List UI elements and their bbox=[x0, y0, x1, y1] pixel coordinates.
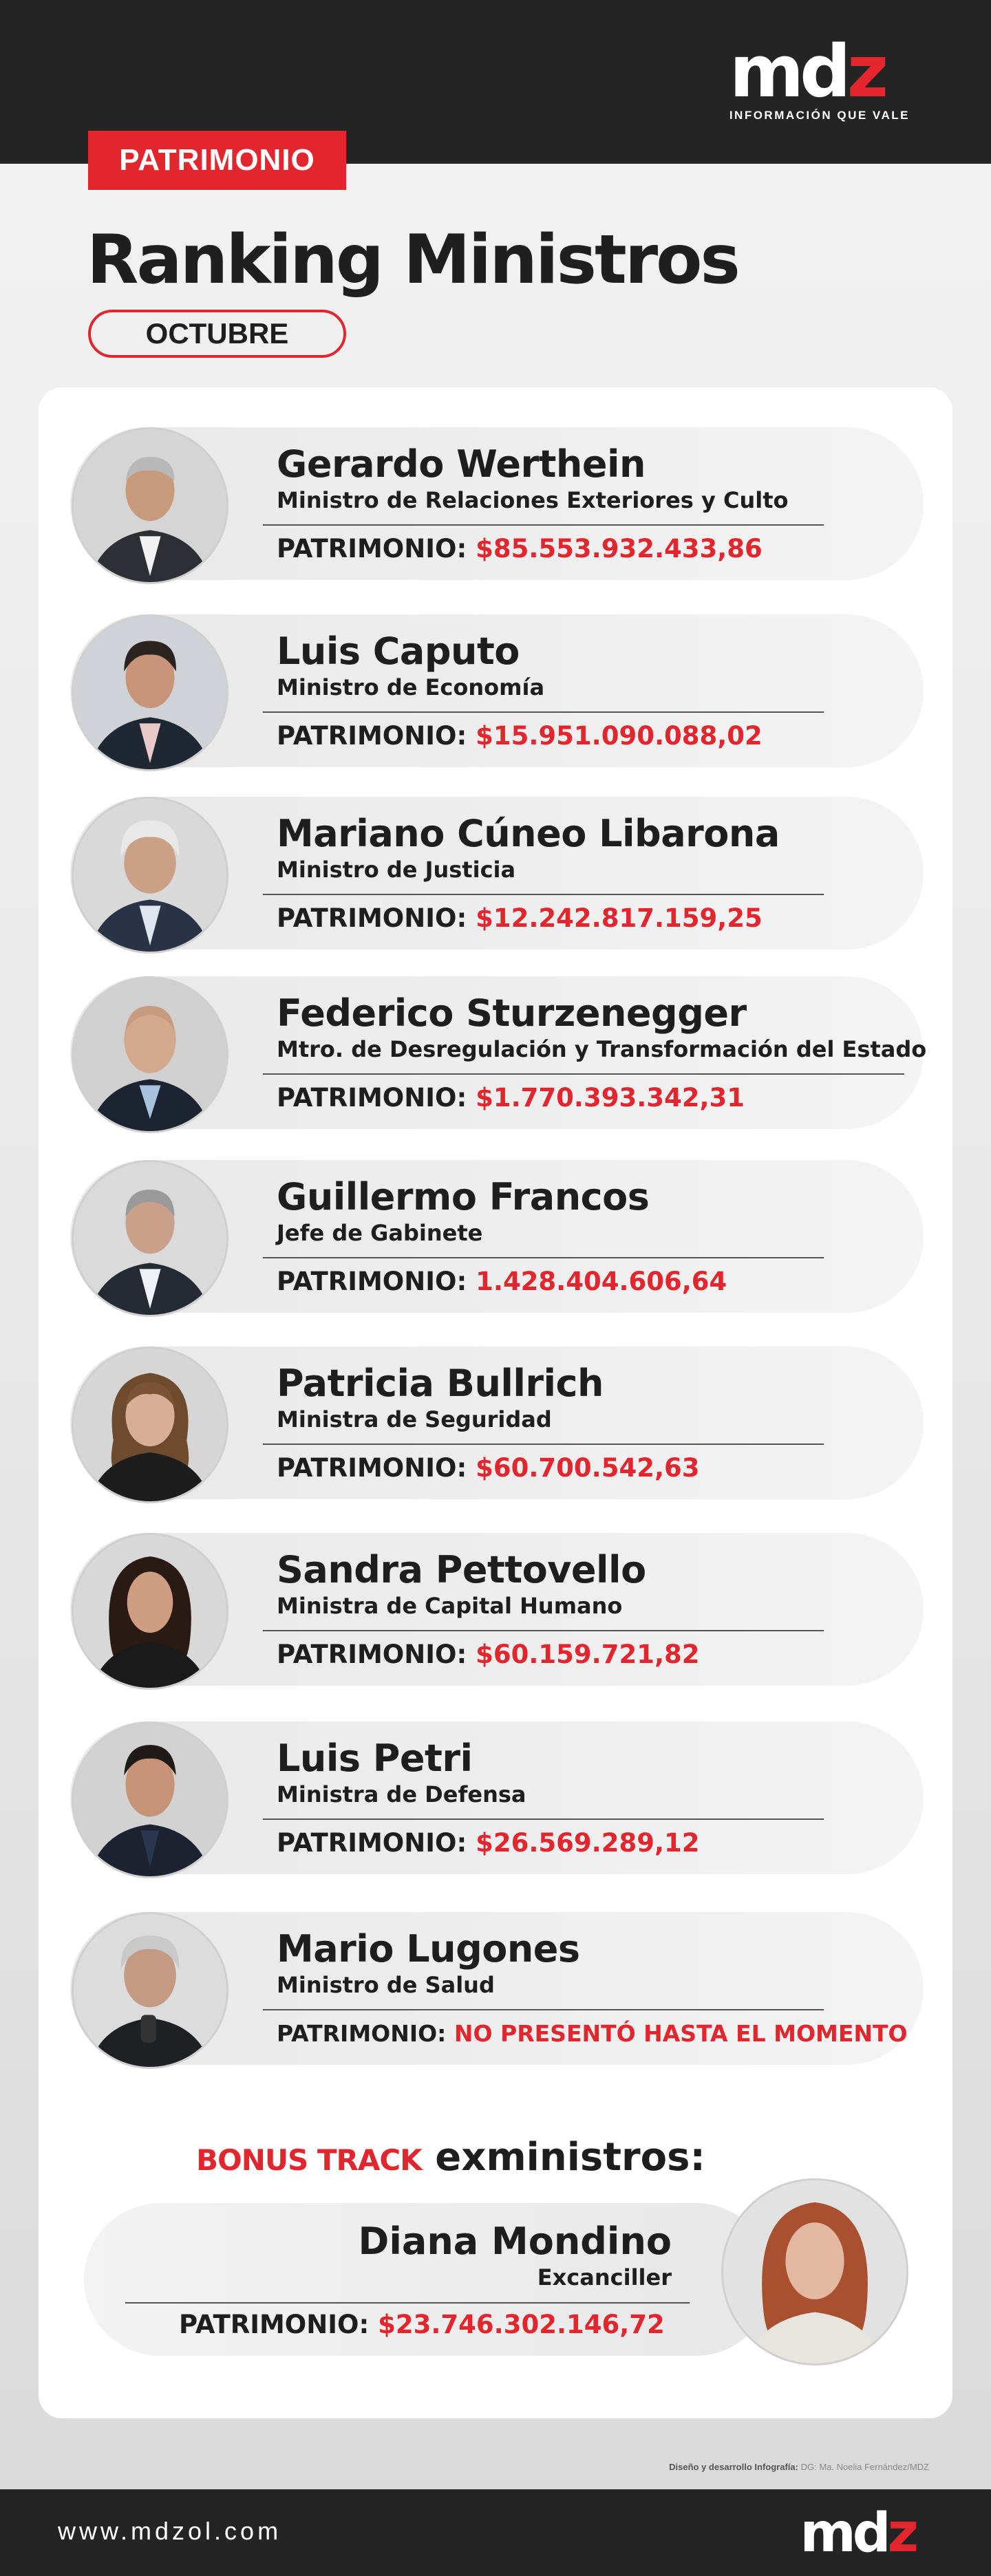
portrait-woman-red-hair-icon bbox=[721, 2178, 908, 2365]
minister-name: Sandra Pettovello bbox=[277, 1548, 646, 1591]
minister-role: Ministra de Seguridad bbox=[277, 1406, 552, 1432]
design-credit: Diseño y desarrollo Infografía: DG: Ma. Noelia Fernández/MDZ bbox=[669, 2462, 929, 2472]
footer-mdz-logo[interactable]: mdz bbox=[800, 2502, 915, 2564]
month-badge: OCTUBRE bbox=[88, 310, 346, 358]
wealth-value: $60.700.542,63 bbox=[476, 1453, 700, 1483]
page-title: Ranking Ministros bbox=[87, 221, 738, 299]
bonus-role: Excanciller bbox=[537, 2264, 672, 2290]
wealth-line bbox=[277, 1826, 700, 1860]
row-divider bbox=[263, 1818, 824, 1820]
minister-role: Ministro de Salud bbox=[277, 1972, 495, 1998]
minister-row bbox=[70, 976, 927, 1135]
row-divider bbox=[263, 524, 824, 526]
minister-row bbox=[70, 1160, 924, 1318]
minister-role: Ministra de Capital Humano bbox=[277, 1593, 623, 1619]
minister-role: Jefe de Gabinete bbox=[277, 1220, 483, 1246]
wealth-line bbox=[277, 719, 763, 753]
portrait-man-grey-hair-icon bbox=[72, 1160, 228, 1317]
minister-role: Ministro de Justicia bbox=[277, 857, 516, 883]
wealth-label: PATRIMONIO: bbox=[179, 2310, 370, 2339]
wealth-value: $85.553.932.433,86 bbox=[476, 534, 763, 564]
bonus-divider bbox=[125, 2302, 690, 2304]
row-divider bbox=[263, 894, 824, 895]
wealth-value: $23.746.302.146,72 bbox=[378, 2310, 665, 2339]
wealth-label: PATRIMONIO: bbox=[277, 1828, 467, 1858]
wealth-label: PATRIMONIO: bbox=[277, 721, 467, 751]
bonus-title-red: BONUS TRACK bbox=[196, 2143, 422, 2177]
row-divider bbox=[263, 1630, 824, 1631]
bonus-row bbox=[84, 2178, 910, 2364]
minister-name: Federico Sturzenegger bbox=[277, 991, 747, 1035]
wealth-label: PATRIMONIO: bbox=[277, 903, 467, 933]
wealth-line bbox=[277, 1265, 727, 1299]
row-divider bbox=[263, 2009, 824, 2010]
bonus-wealth-line bbox=[179, 2308, 665, 2342]
minister-name: Patricia Bullrich bbox=[277, 1362, 604, 1405]
wealth-line bbox=[277, 1081, 745, 1115]
wealth-value: $60.159.721,82 bbox=[476, 1640, 700, 1669]
row-divider bbox=[263, 1443, 824, 1445]
row-divider bbox=[263, 711, 824, 713]
wealth-value: $1.770.393.342,31 bbox=[476, 1083, 745, 1113]
wealth-value: NO PRESENTÓ HASTA EL MOMENTO bbox=[454, 2020, 908, 2047]
minister-role: Ministro de Relaciones Exteriores y Culto bbox=[277, 487, 789, 513]
row-divider bbox=[263, 1257, 824, 1258]
minister-row bbox=[70, 427, 924, 586]
minister-row bbox=[70, 1533, 924, 1691]
minister-role: Ministro de Economía bbox=[277, 674, 545, 700]
portrait-man-grey-hair-icon bbox=[72, 427, 228, 584]
wealth-label: PATRIMONIO: bbox=[277, 1083, 467, 1113]
portrait-woman-brown-hair-icon bbox=[72, 1346, 228, 1503]
minister-name: Gerardo Werthein bbox=[277, 442, 646, 486]
portrait-woman-dark-hair-icon bbox=[72, 1533, 228, 1690]
wealth-label: PATRIMONIO: bbox=[277, 2020, 447, 2047]
footer-bar bbox=[0, 2489, 991, 2576]
minister-name: Mario Lugones bbox=[277, 1927, 580, 1971]
section-tag: PATRIMONIO bbox=[88, 131, 346, 190]
wealth-label: PATRIMONIO: bbox=[277, 534, 467, 564]
mdz-logo[interactable] bbox=[729, 30, 910, 122]
portrait-man-dark-hair-icon bbox=[72, 614, 228, 771]
wealth-line bbox=[277, 532, 763, 566]
minister-row bbox=[70, 797, 924, 955]
bonus-title-dark: exministros: bbox=[435, 2135, 705, 2180]
wealth-label: PATRIMONIO: bbox=[277, 1267, 467, 1296]
portrait-man-bald-icon bbox=[72, 976, 228, 1133]
minister-row bbox=[70, 1346, 924, 1505]
wealth-line bbox=[277, 901, 763, 936]
minister-row bbox=[70, 1912, 924, 2070]
portrait-man-dark-hair-icon bbox=[72, 1721, 228, 1878]
minister-name: Guillermo Francos bbox=[277, 1175, 650, 1219]
wealth-line bbox=[277, 2017, 908, 2051]
wealth-line bbox=[277, 1638, 700, 1672]
bonus-name: Diana Mondino bbox=[358, 2220, 672, 2263]
logo-tagline: INFORMACIÓN QUE VALE bbox=[729, 109, 910, 122]
footer-url-link[interactable]: www.mdzol.com bbox=[58, 2517, 282, 2545]
minister-role: Ministra de Defensa bbox=[277, 1781, 526, 1807]
wealth-label: PATRIMONIO: bbox=[277, 1453, 467, 1483]
wealth-value: $12.242.817.159,25 bbox=[476, 903, 763, 933]
minister-name: Luis Caputo bbox=[277, 630, 520, 673]
portrait-man-grey-hair-icon bbox=[72, 1912, 228, 2069]
wealth-label: PATRIMONIO: bbox=[277, 1640, 467, 1669]
minister-role: Mtro. de Desregulación y Transformación del Estado bbox=[277, 1036, 927, 1062]
minister-name: Mariano Cúneo Libarona bbox=[277, 812, 780, 855]
minister-row bbox=[70, 1721, 924, 1880]
row-divider bbox=[263, 1073, 904, 1075]
wealth-value: $15.951.090.088,02 bbox=[476, 721, 763, 751]
minister-row bbox=[70, 614, 924, 773]
portrait-man-white-hair-icon bbox=[72, 797, 228, 954]
logo-wordmark: mdz bbox=[729, 30, 885, 114]
minister-name: Luis Petri bbox=[277, 1737, 473, 1780]
wealth-value: 1.428.404.606,64 bbox=[476, 1267, 727, 1296]
wealth-line bbox=[277, 1451, 700, 1485]
wealth-value: $26.569.289,12 bbox=[476, 1828, 700, 1858]
